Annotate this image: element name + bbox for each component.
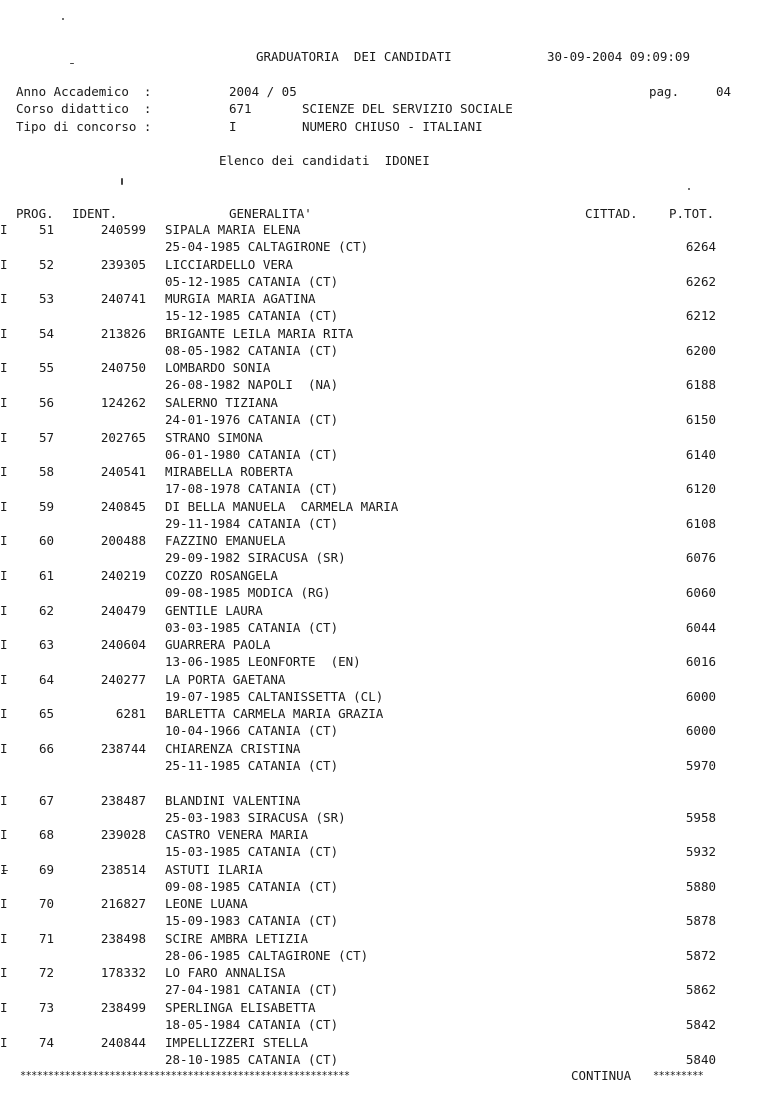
row-prog: 67 bbox=[38, 792, 54, 808]
row-cittadinanza: I bbox=[0, 394, 8, 410]
row-prog: 68 bbox=[38, 827, 54, 843]
row-name: FAZZINO EMANUELA bbox=[165, 533, 286, 549]
table-row bbox=[0, 1000, 783, 1035]
row-total-score: 6060 bbox=[685, 584, 716, 600]
row-ident: 240541 bbox=[100, 464, 146, 480]
row-name: ASTUTI ILARIA bbox=[165, 861, 263, 877]
row-total-score: 6120 bbox=[685, 481, 716, 497]
column-header-prog: PROG. bbox=[16, 206, 54, 221]
row-ident: 240845 bbox=[100, 498, 146, 514]
row-ident: 240604 bbox=[100, 637, 146, 653]
row-ident: 238487 bbox=[100, 792, 146, 808]
row-total-score: 6108 bbox=[685, 515, 716, 531]
row-prog: 69 bbox=[38, 861, 54, 877]
list-subtitle: Elenco dei candidati IDONEI bbox=[219, 153, 430, 168]
row-birth-info: 25-11-1985 CATANIA (CT) bbox=[165, 757, 339, 773]
row-name: BRIGANTE LEILA MARIA RITA bbox=[165, 325, 354, 341]
row-name: LICCIARDELLO VERA bbox=[165, 256, 293, 272]
row-name: SPERLINGA ELISABETTA bbox=[165, 1000, 316, 1016]
row-cittadinanza: I bbox=[0, 429, 8, 445]
row-name: SALERNO TIZIANA bbox=[165, 394, 278, 410]
row-ident: 240599 bbox=[100, 222, 146, 237]
tipo-code: I bbox=[229, 119, 237, 134]
row-name: SCIRE AMBRA LETIZIA bbox=[165, 930, 308, 946]
table-row bbox=[0, 568, 783, 603]
row-prog: 51 bbox=[38, 222, 54, 237]
scan-speck bbox=[121, 178, 123, 185]
row-ident: 240219 bbox=[100, 567, 146, 583]
row-birth-info: 15-09-1983 CATANIA (CT) bbox=[165, 913, 339, 929]
corso-code: 671 bbox=[229, 101, 252, 116]
table-row bbox=[0, 793, 783, 828]
corso-name: SCIENZE DEL SERVIZIO SOCIALE bbox=[302, 101, 513, 116]
row-total-score: 6000 bbox=[685, 723, 716, 739]
row-total-score: 6000 bbox=[685, 688, 716, 704]
row-prog: 55 bbox=[38, 360, 54, 376]
row-birth-info: 18-05-1984 CATANIA (CT) bbox=[165, 1017, 339, 1033]
row-cittadinanza: I bbox=[0, 1000, 8, 1016]
row-prog: 52 bbox=[38, 256, 54, 272]
row-cittadinanza: I bbox=[0, 567, 8, 583]
row-name: CASTRO VENERA MARIA bbox=[165, 827, 308, 843]
table-row bbox=[0, 430, 783, 465]
table-row bbox=[0, 965, 783, 1000]
row-prog: 56 bbox=[38, 394, 54, 410]
row-cittadinanza: I bbox=[0, 222, 8, 237]
row-cittadinanza: I bbox=[0, 533, 8, 549]
table-row bbox=[0, 222, 783, 257]
table-row bbox=[0, 395, 783, 430]
table-row bbox=[0, 931, 783, 966]
table-row bbox=[0, 896, 783, 931]
table-row bbox=[0, 862, 783, 897]
row-total-score: 6140 bbox=[685, 446, 716, 462]
row-prog: 57 bbox=[38, 429, 54, 445]
row-name: SIPALA MARIA ELENA bbox=[165, 222, 301, 237]
row-name: MURGIA MARIA AGATINA bbox=[165, 291, 316, 307]
row-birth-info: 03-03-1985 CATANIA (CT) bbox=[165, 619, 339, 635]
row-total-score: 5958 bbox=[685, 809, 716, 825]
row-ident: 240741 bbox=[100, 291, 146, 307]
row-birth-info: 27-04-1981 CATANIA (CT) bbox=[165, 982, 339, 998]
row-birth-info: 26-08-1982 NAPOLI (NA) bbox=[165, 377, 339, 393]
row-ident: 238499 bbox=[100, 1000, 146, 1016]
row-cittadinanza: I bbox=[0, 896, 8, 912]
row-total-score: 6262 bbox=[685, 273, 716, 289]
anno-value: 2004 / 05 bbox=[229, 84, 297, 99]
row-birth-info: 29-11-1984 CATANIA (CT) bbox=[165, 515, 339, 531]
row-prog: 54 bbox=[38, 325, 54, 341]
row-cittadinanza: I bbox=[0, 706, 8, 722]
row-name: GUARRERA PAOLA bbox=[165, 637, 271, 653]
row-prog: 66 bbox=[38, 740, 54, 756]
table-row bbox=[0, 827, 783, 862]
column-header-generalita: GENERALITA' bbox=[229, 206, 312, 221]
table-row bbox=[0, 257, 783, 292]
row-birth-info: 09-08-1985 CATANIA (CT) bbox=[165, 878, 339, 894]
row-prog: 74 bbox=[38, 1034, 54, 1050]
row-name: GENTILE LAURA bbox=[165, 602, 263, 618]
row-cittadinanza: I bbox=[0, 671, 8, 687]
row-total-score: 5880 bbox=[685, 878, 716, 894]
row-cittadinanza: I bbox=[0, 930, 8, 946]
tipo-name: NUMERO CHIUSO - ITALIANI bbox=[302, 119, 483, 134]
row-ident: 240844 bbox=[100, 1034, 146, 1050]
row-ident: 240479 bbox=[100, 602, 146, 618]
row-total-score: 5872 bbox=[685, 947, 716, 963]
report-datetime: 30-09-2004 09:09:09 bbox=[547, 49, 690, 64]
footer-stars-right: ********* bbox=[653, 1071, 704, 1082]
row-ident: 213826 bbox=[100, 325, 146, 341]
row-birth-info: 09-08-1985 MODICA (RG) bbox=[165, 584, 331, 600]
row-name: CHIARENZA CRISTINA bbox=[165, 740, 301, 756]
row-cittadinanza: I bbox=[0, 602, 8, 618]
row-name: COZZO ROSANGELA bbox=[165, 567, 278, 583]
row-ident: 216827 bbox=[100, 896, 146, 912]
table-row bbox=[0, 326, 783, 361]
row-birth-info: 13-06-1985 LEONFORTE (EN) bbox=[165, 654, 361, 670]
table-row bbox=[0, 464, 783, 499]
row-prog: 71 bbox=[38, 930, 54, 946]
footer-stars-left: *********************************************************** bbox=[20, 1071, 350, 1082]
row-prog: 65 bbox=[38, 706, 54, 722]
row-total-score: 5970 bbox=[685, 757, 716, 773]
row-name: LO FARO ANNALISA bbox=[165, 965, 286, 981]
row-prog: 58 bbox=[38, 464, 54, 480]
row-ident: 238744 bbox=[100, 740, 146, 756]
row-cittadinanza: I bbox=[0, 464, 8, 480]
footer-continua: CONTINUA bbox=[571, 1068, 632, 1083]
row-cittadinanza: I bbox=[0, 740, 8, 756]
table-row bbox=[0, 741, 783, 776]
row-ident: 124262 bbox=[100, 394, 146, 410]
row-cittadinanza: I bbox=[0, 1034, 8, 1050]
row-prog: 53 bbox=[38, 291, 54, 307]
table-row bbox=[0, 533, 783, 568]
row-prog: 73 bbox=[38, 1000, 54, 1016]
row-birth-info: 19-07-1985 CALTANISSETTA (CL) bbox=[165, 688, 384, 704]
row-name: LOMBARDO SONIA bbox=[165, 360, 271, 376]
row-prog: 60 bbox=[38, 533, 54, 549]
row-ident: 239305 bbox=[100, 256, 146, 272]
row-birth-info: 28-10-1985 CATANIA (CT) bbox=[165, 1051, 339, 1067]
row-prog: 64 bbox=[38, 671, 54, 687]
row-total-score: 6076 bbox=[685, 550, 716, 566]
row-cittadinanza: I bbox=[0, 360, 8, 376]
corso-label: Corso didattico : bbox=[16, 101, 152, 116]
row-name: STRANO SIMONA bbox=[165, 429, 263, 445]
report-title: GRADUATORIA DEI CANDIDATI bbox=[256, 49, 452, 64]
row-ident: 238498 bbox=[100, 930, 146, 946]
row-prog: 70 bbox=[38, 896, 54, 912]
row-total-score: 6200 bbox=[685, 342, 716, 358]
column-header-ptot: P.TOT. bbox=[669, 206, 715, 221]
row-birth-info: 15-03-1985 CATANIA (CT) bbox=[165, 844, 339, 860]
row-cittadinanza: I bbox=[0, 498, 8, 514]
row-name: BLANDINI VALENTINA bbox=[165, 792, 301, 808]
row-total-score: 5878 bbox=[685, 913, 716, 929]
row-total-score: 6150 bbox=[685, 411, 716, 427]
scan-speck bbox=[688, 188, 690, 190]
table-row bbox=[0, 603, 783, 638]
row-birth-info: 08-05-1982 CATANIA (CT) bbox=[165, 342, 339, 358]
table-row bbox=[0, 706, 783, 741]
row-prog: 61 bbox=[38, 567, 54, 583]
page-number: 04 bbox=[716, 84, 732, 99]
column-header-ident: IDENT. bbox=[72, 206, 118, 221]
table-row bbox=[0, 291, 783, 326]
row-ident: 239028 bbox=[100, 827, 146, 843]
anno-label: Anno Accademico : bbox=[16, 84, 152, 99]
row-birth-info: 25-04-1985 CALTAGIRONE (CT) bbox=[165, 239, 369, 254]
row-ident: 6281 bbox=[115, 706, 146, 722]
row-ident: 178332 bbox=[100, 965, 146, 981]
row-name: IMPELLIZZERI STELLA bbox=[165, 1034, 308, 1050]
scan-speck bbox=[70, 63, 74, 64]
row-cittadinanza: I bbox=[0, 792, 8, 808]
row-prog: 62 bbox=[38, 602, 54, 618]
row-name: LEONE LUANA bbox=[165, 896, 248, 912]
row-total-score: 5842 bbox=[685, 1017, 716, 1033]
candidate-list bbox=[0, 222, 783, 1069]
row-total-score: 5932 bbox=[685, 844, 716, 860]
row-cittadinanza: I bbox=[0, 965, 8, 981]
row-total-score: 6212 bbox=[685, 308, 716, 324]
row-name: BARLETTA CARMELA MARIA GRAZIA bbox=[165, 706, 384, 722]
table-row bbox=[0, 637, 783, 672]
tipo-label: Tipo di concorso : bbox=[16, 119, 152, 134]
row-total-score: 6044 bbox=[685, 619, 716, 635]
row-prog: 59 bbox=[38, 498, 54, 514]
row-cittadinanza: I bbox=[0, 861, 8, 877]
table-row bbox=[0, 672, 783, 707]
row-ident: 200488 bbox=[100, 533, 146, 549]
row-cittadinanza: I bbox=[0, 291, 8, 307]
table-row bbox=[0, 360, 783, 395]
row-birth-info: 28-06-1985 CALTAGIRONE (CT) bbox=[165, 947, 369, 963]
row-birth-info: 17-08-1978 CATANIA (CT) bbox=[165, 481, 339, 497]
row-ident: 240277 bbox=[100, 671, 146, 687]
row-total-score: 6016 bbox=[685, 654, 716, 670]
row-cittadinanza: I bbox=[0, 325, 8, 341]
row-name: MIRABELLA ROBERTA bbox=[165, 464, 293, 480]
row-total-score: 6188 bbox=[685, 377, 716, 393]
row-ident: 238514 bbox=[100, 861, 146, 877]
row-cittadinanza: I bbox=[0, 827, 8, 843]
row-total-score: 5840 bbox=[685, 1051, 716, 1067]
row-birth-info: 05-12-1985 CATANIA (CT) bbox=[165, 273, 339, 289]
page-label: pag. bbox=[649, 84, 680, 99]
table-row bbox=[0, 499, 783, 534]
row-birth-info: 29-09-1982 SIRACUSA (SR) bbox=[165, 550, 346, 566]
row-name: DI BELLA MANUELA CARMELA MARIA bbox=[165, 498, 399, 514]
row-cittadinanza: I bbox=[0, 637, 8, 653]
row-prog: 72 bbox=[38, 965, 54, 981]
row-total-score: 6264 bbox=[685, 239, 716, 254]
row-ident: 202765 bbox=[100, 429, 146, 445]
row-prog: 63 bbox=[38, 637, 54, 653]
row-name: LA PORTA GAETANA bbox=[165, 671, 286, 687]
row-total-score: 5862 bbox=[685, 982, 716, 998]
column-header-cittad: CITTAD. bbox=[585, 206, 638, 221]
table-row bbox=[0, 1035, 783, 1070]
row-birth-info: 25-03-1983 SIRACUSA (SR) bbox=[165, 809, 346, 825]
row-ident: 240750 bbox=[100, 360, 146, 376]
row-birth-info: 24-01-1976 CATANIA (CT) bbox=[165, 411, 339, 427]
row-birth-info: 10-04-1966 CATANIA (CT) bbox=[165, 723, 339, 739]
row-birth-info: 06-01-1980 CATANIA (CT) bbox=[165, 446, 339, 462]
row-birth-info: 15-12-1985 CATANIA (CT) bbox=[165, 308, 339, 324]
row-cittadinanza: I bbox=[0, 256, 8, 272]
scan-speck bbox=[62, 18, 64, 20]
